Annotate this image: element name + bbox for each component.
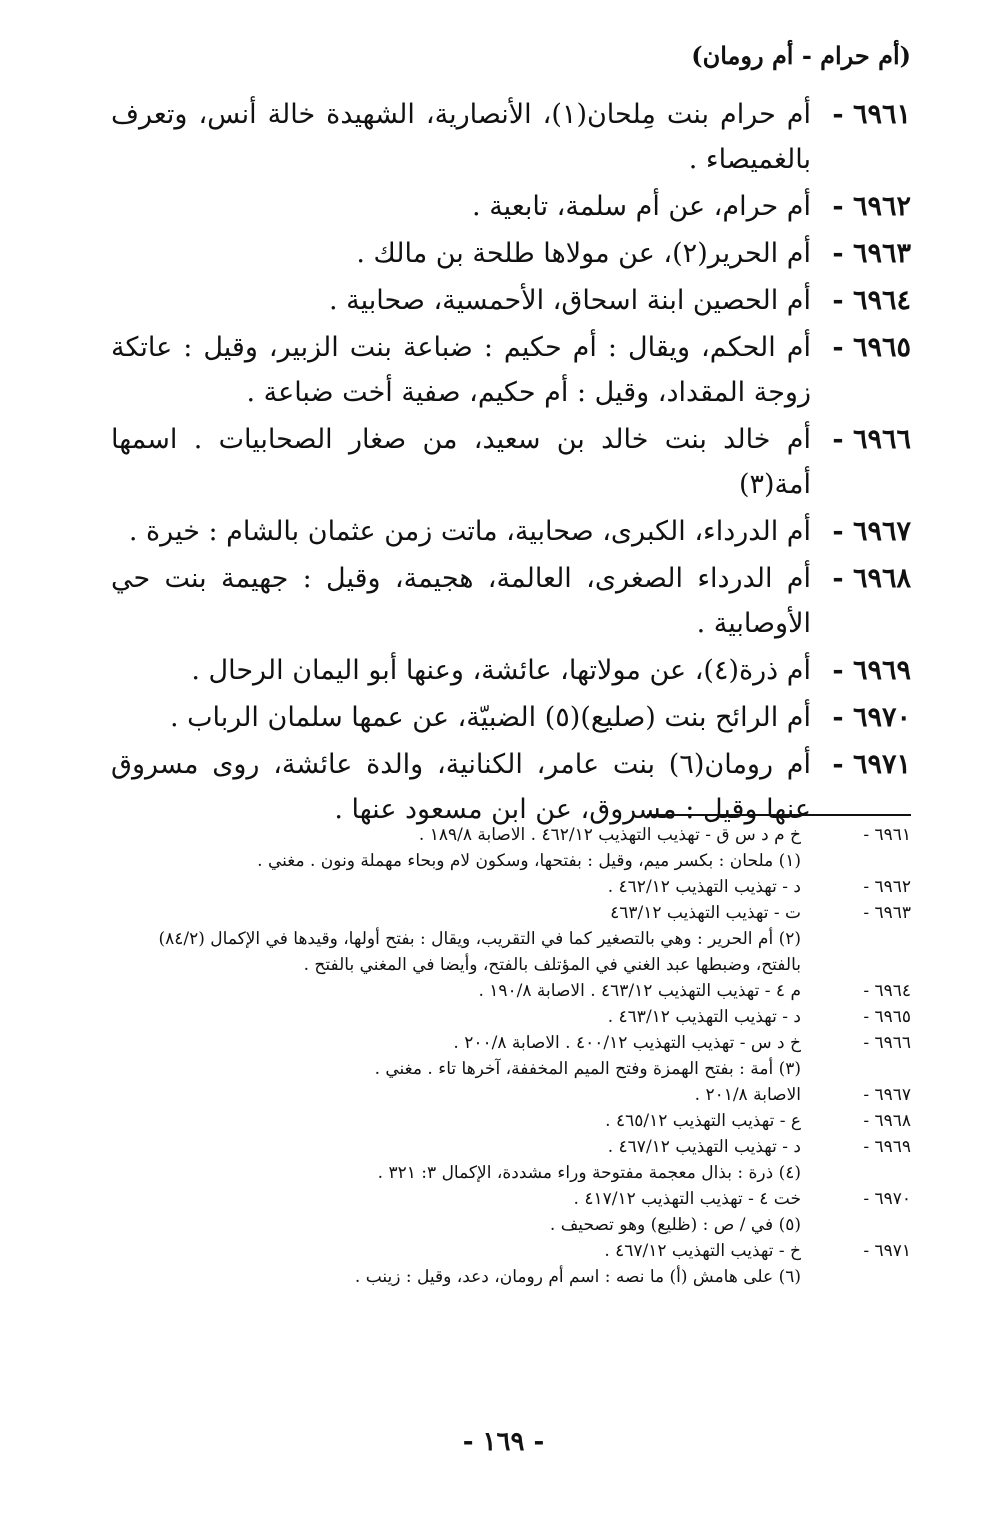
- note-text: د - تهذيب التهذيب ٤٦٧/١٢ .: [607, 1137, 801, 1157]
- note-number: ٦٩٦٧ -: [863, 1085, 911, 1105]
- note-text: ع - تهذيب التهذيب ٤٦٥/١٢ .: [605, 1111, 801, 1131]
- entry-number: ٦٩٧٠ -: [832, 702, 911, 733]
- note-number: ٦٩٦٣ -: [863, 903, 911, 923]
- note-number: ٦٩٦٤ -: [863, 981, 911, 1001]
- entry: [111, 92, 911, 182]
- entry: [111, 742, 911, 832]
- entry-number: ٦٩٦٣ -: [832, 238, 911, 269]
- source-note: [111, 822, 911, 848]
- source-note: [111, 1004, 911, 1030]
- entry-number: ٦٩٦٦ -: [832, 424, 911, 455]
- note-text: الاصابة ٢٠١/٨ .: [694, 1085, 801, 1105]
- note-text: د - تهذيب التهذيب ٤٦٢/١٢ .: [607, 877, 801, 897]
- note-text: (٤) ذرة : بذال معجمة مفتوحة وراء مشددة، الإكمال ٣: ٣٢١ .: [377, 1163, 801, 1183]
- entry: [111, 325, 911, 415]
- note-text: (٥) في / ص : (ظليع) وهو تصحيف .: [549, 1215, 801, 1235]
- source-note: [111, 1134, 911, 1160]
- note-text: ت - تهذيب التهذيب ٤٦٣/١٢: [610, 903, 801, 923]
- entry-number: ٦٩٦٩ -: [832, 655, 911, 686]
- entry-number: ٦٩٦٨ -: [832, 563, 911, 594]
- footnote: [111, 1264, 911, 1290]
- note-text: خ م د س ق - تهذيب التهذيب ٤٦٢/١٢ . الاصابة ١٨٩/٨ .: [418, 825, 801, 845]
- note-text: (٣) أمة : بفتح الهمزة وفتح الميم المخففة، آخرها تاء . مغني .: [374, 1059, 801, 1079]
- source-note: [111, 1082, 911, 1108]
- note-text: خت ٤ - تهذيب التهذيب ٤١٧/١٢ .: [573, 1189, 801, 1209]
- entry: [111, 278, 911, 323]
- entry-text: أم الدرداء، الكبرى، صحابية، ماتت زمن عثمان بالشام : خيرة .: [128, 516, 811, 547]
- entry-number: ٦٩٦٢ -: [832, 191, 911, 222]
- note-number: ٦٩٦٦ -: [863, 1033, 911, 1053]
- footnote-separator: [647, 814, 911, 816]
- note-text: (١) ملحان : بكسر ميم، وقيل : بفتحها، وسكون لام وبحاء مهملة ونون . مغني .: [257, 851, 801, 871]
- page-number: - ١٦٩ -: [462, 1427, 545, 1457]
- entry-text: أم الحرير(٢)، عن مولاها طلحة بن مالك .: [356, 238, 811, 269]
- source-note: [111, 900, 911, 926]
- note-number: ٦٩٦٢ -: [863, 877, 911, 897]
- entry: [111, 648, 911, 693]
- note-text: (٢) أم الحرير : وهي بالتصغير كما في التقريب، ويقال : بفتح أولها، وقيدها في الإكمال (٨٤/٢) بالفتح، وضبطها عبد الغني في المؤتلف بالفتح، وأيضا في المغني بالفتح .: [158, 929, 801, 975]
- entry-text: أم حرام بنت مِلحان(١)، الأنصارية، الشهيدة خالة أنس، وتعرف بالغميصاء .: [111, 99, 811, 175]
- note-number: ٦٩٧١ -: [863, 1241, 911, 1261]
- footnote: [111, 1056, 911, 1082]
- entry-number: ٦٩٦٤ -: [832, 285, 911, 316]
- entry-text: أم الحكم، ويقال : أم حكيم : ضباعة بنت الزبير، وقيل : عاتكة زوجة المقداد، وقيل : أم حكيم، صفية أخت ضباعة .: [111, 332, 811, 408]
- entry-text: أم الرائح بنت (صليع)(٥) الضبيّة، عن عمها سلمان الرباب .: [169, 702, 811, 733]
- running-header: (أم حرام - أم رومان): [691, 41, 911, 70]
- source-note: [111, 1030, 911, 1056]
- source-note: [111, 1186, 911, 1212]
- note-text: خ - تهذيب التهذيب ٤٦٧/١٢ .: [604, 1241, 801, 1261]
- entry-text: أم الحصين ابنة اسحاق، الأحمسية، صحابية .: [329, 285, 811, 316]
- entry-number: ٦٩٦٧ -: [832, 516, 911, 547]
- entry: [111, 695, 911, 740]
- note-text: (٦) على هامش (أ) ما نصه : اسم أم رومان، دعد، وقيل : زينب .: [354, 1267, 801, 1287]
- footnote: [111, 848, 911, 874]
- footnote: [111, 926, 911, 978]
- footnote: [111, 1160, 911, 1186]
- note-number: ٦٩٦١ -: [863, 825, 911, 845]
- note-number: ٦٩٧٠ -: [863, 1189, 911, 1209]
- source-note: [111, 1108, 911, 1134]
- footnote: [111, 1212, 911, 1238]
- entries-list: [111, 92, 911, 834]
- entry-number: ٦٩٦٥ -: [832, 332, 911, 363]
- source-note: [111, 874, 911, 900]
- note-text: د - تهذيب التهذيب ٤٦٣/١٢ .: [607, 1007, 801, 1027]
- entry: [111, 509, 911, 554]
- footnotes-list: [111, 822, 911, 1290]
- entry-number: ٦٩٦١ -: [832, 99, 911, 130]
- entry-text: أم رومان(٦) بنت عامر، الكنانية، والدة عائشة، روى مسروق عنها وقيل : مسروق، عن ابن مسعود عنها .: [111, 749, 811, 825]
- source-note: [111, 1238, 911, 1264]
- note-number: ٦٩٦٨ -: [863, 1111, 911, 1131]
- note-number: ٦٩٦٩ -: [863, 1137, 911, 1157]
- note-text: خ د س - تهذيب التهذيب ٤٠٠/١٢ . الاصابة ٢٠٠/٨ .: [453, 1033, 801, 1053]
- entry-number: ٦٩٧١ -: [832, 749, 911, 780]
- entry-text: أم خالد بنت خالد بن سعيد، من صغار الصحابيات . اسمها أمة(٣): [111, 424, 811, 500]
- entry-text: أم ذرة(٤)، عن مولاتها، عائشة، وعنها أبو اليمان الرحال .: [191, 655, 811, 686]
- entry-text: أم الدرداء الصغرى، العالمة، هجيمة، وقيل : جهيمة بنت حي الأوصابية .: [111, 563, 811, 639]
- entry-text: أم حرام، عن أم سلمة، تابعية .: [472, 191, 811, 222]
- entry: [111, 417, 911, 507]
- note-text: م ٤ - تهذيب التهذيب ٤٦٣/١٢ . الاصابة ١٩٠/٨ .: [478, 981, 801, 1001]
- entry: [111, 184, 911, 229]
- entry: [111, 231, 911, 276]
- entry: [111, 556, 911, 646]
- note-number: ٦٩٦٥ -: [863, 1007, 911, 1027]
- source-note: [111, 978, 911, 1004]
